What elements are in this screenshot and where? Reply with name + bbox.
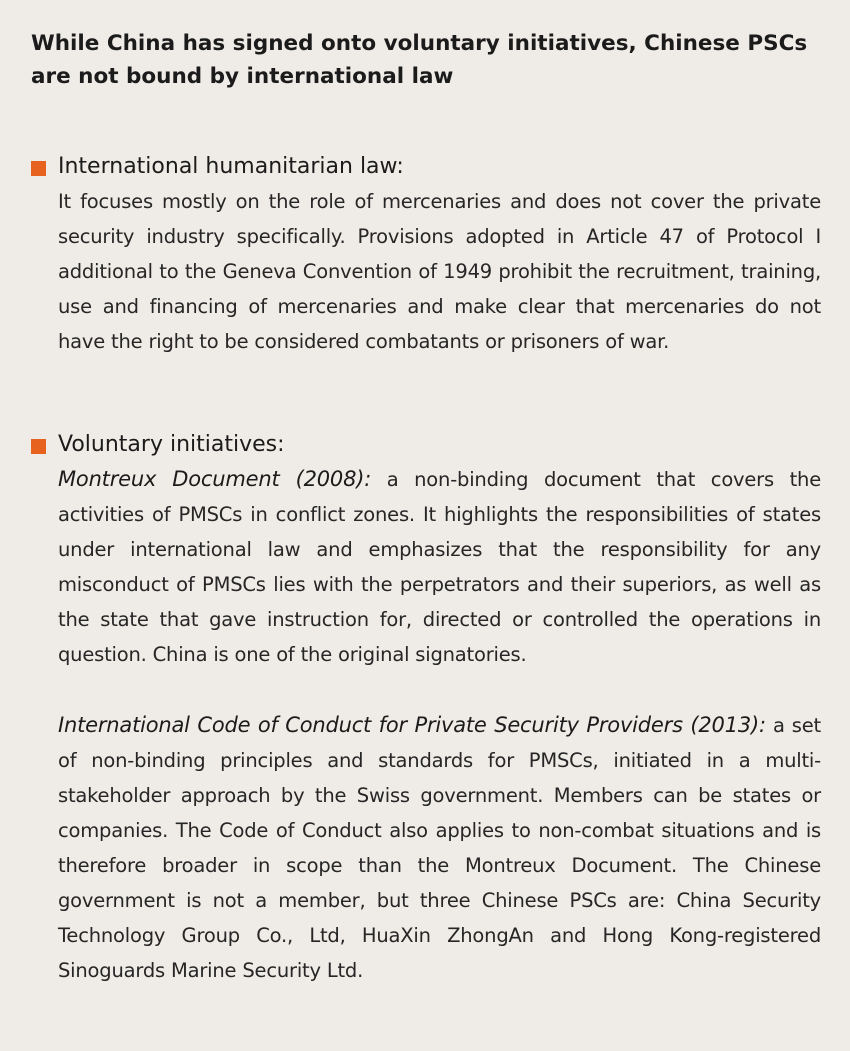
- orange-square-bullet-icon: [31, 439, 46, 454]
- section-humanitarian-law: [31, 150, 821, 359]
- section-paragraph: [31, 184, 821, 359]
- paragraph-text: a set of non-binding principles and standards for PMSCs, initiated in a multi-stakeholder approach by the Swiss government. Members can be states or companies. The Code of Conduct also applies to non-combat situations and is therefore broader in scope than the Montreux Document. The Chinese government is not a member, but three Chinese PSCs are: China Security Technology Group Co., Ltd, HuaXin ZhongAn and Hong Kong-registered Sinoguards Marine Security Ltd.: [58, 714, 821, 982]
- paragraph-lead: International Code of Conduct for Private Security Providers (2013):: [58, 713, 766, 737]
- box-title: While China has signed onto voluntary initiatives, Chinese PSCs are not bound by international law: [31, 31, 808, 89]
- section-heading-row: [31, 150, 821, 184]
- orange-square-bullet-icon: [31, 161, 46, 176]
- section-heading-row: [31, 428, 821, 462]
- paragraph-lead: Montreux Document (2008):: [58, 467, 372, 491]
- section-paragraph: [31, 708, 821, 988]
- paragraph-text: It focuses mostly on the role of mercenaries and does not cover the private security industry specifically. Provisions adopted in Article 47 of Protocol I additional to the Geneva Convention of 1949 prohibit the recruitment, training, use and financing of mercenaries and make clear that mercenaries do not have the right to be considered combatants or prisoners of war.: [58, 190, 821, 353]
- section-voluntary-initiatives: [31, 428, 821, 988]
- section-heading: Voluntary initiatives:: [58, 432, 285, 457]
- section-heading: International humanitarian law:: [58, 154, 404, 179]
- section-paragraph: [31, 462, 821, 672]
- paragraph-spacer: [31, 672, 821, 708]
- paragraph-text: a non-binding document that covers the activities of PMSCs in conflict zones. It highlights the responsibilities of states under international law and emphasizes that the responsibility for any misconduct of PMSCs lies with the perpetrators and their superiors, as well as the state that gave instruction for, directed or controlled the operations in question. China is one of the original signatories.: [58, 468, 821, 666]
